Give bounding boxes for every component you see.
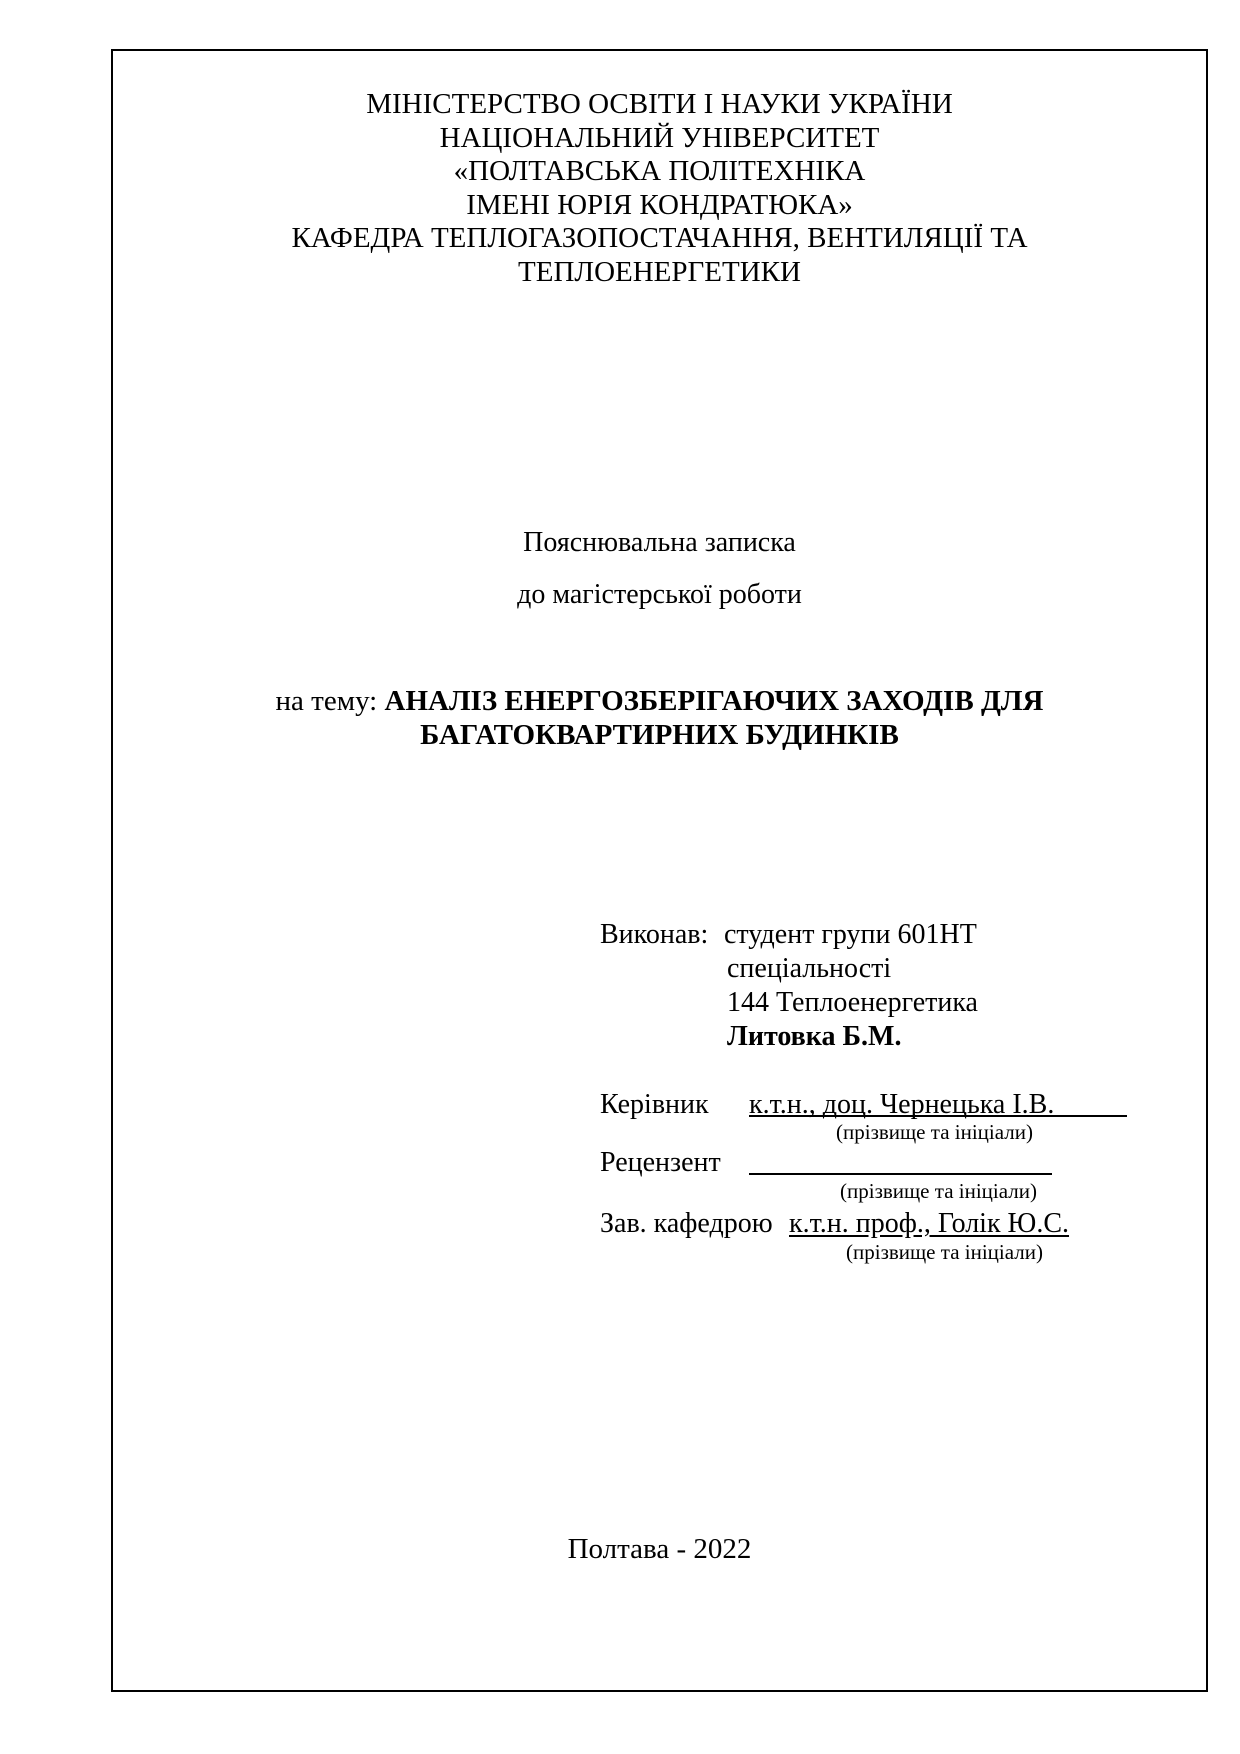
supervisor-underline <box>749 1115 1127 1117</box>
supervisor-label: Керівник <box>600 1089 709 1120</box>
ministry-line: МІНІСТЕРСТВО ОСВІТИ І НАУКИ УКРАЇНИ <box>366 88 953 120</box>
reviewer-label: Рецензент <box>600 1147 721 1178</box>
document-subtype: до магістерської роботи <box>517 579 802 610</box>
university-line-2: «ПОЛТАВСЬКА ПОЛІТЕХНІКА <box>453 155 866 187</box>
university-line-1: НАЦІОНАЛЬНИЙ УНІВЕРСИТЕТ <box>439 121 880 154</box>
author-specialty: 144 Теплоенергетика <box>727 987 978 1018</box>
reviewer-underline <box>749 1173 1052 1175</box>
topic-prefix: на тему: <box>275 685 385 717</box>
city-year: Полтава - 2022 <box>567 1533 752 1565</box>
author-name: Литовка Б.М. <box>727 1021 902 1052</box>
reviewer-hint: (прізвище та ініціали) <box>840 1179 1037 1203</box>
author-specialty-label: спеціальності <box>727 953 892 984</box>
topic-title-line-1: АНАЛІЗ ЕНЕРГОЗБЕРІГАЮЧИХ ЗАХОДІВ ДЛЯ <box>384 685 1044 717</box>
page-border <box>111 49 1208 1692</box>
author-group: студент групи 601НТ <box>724 919 977 950</box>
head-of-department-name: к.т.н. проф., Голік Ю.С. <box>789 1208 1070 1239</box>
thesis-topic <box>111 684 1208 752</box>
department-line-1: КАФЕДРА ТЕПЛОГАЗОПОСТАЧАННЯ, ВЕНТИЛЯЦІЇ ТА <box>291 222 1028 254</box>
head-of-department-label: Зав. кафедрою <box>600 1208 773 1239</box>
supervisor-name: к.т.н., доц. Чернецька І.В. <box>749 1089 1055 1120</box>
head-of-department-hint: (прізвище та ініціали) <box>846 1240 1043 1264</box>
supervisor-hint: (прізвище та ініціали) <box>836 1120 1033 1144</box>
author-label: Виконав: <box>600 919 709 950</box>
department-line-2: ТЕПЛОЕНЕРГЕТИКИ <box>518 255 801 288</box>
document-type: Пояснювальна записка <box>523 527 796 558</box>
topic-title-line-2: БАГАТОКВАРТИРНИХ БУДИНКІВ <box>420 719 899 751</box>
university-line-3: ІМЕНІ ЮРІЯ КОНДРАТЮКА» <box>466 188 853 221</box>
institution-header <box>111 88 1208 289</box>
